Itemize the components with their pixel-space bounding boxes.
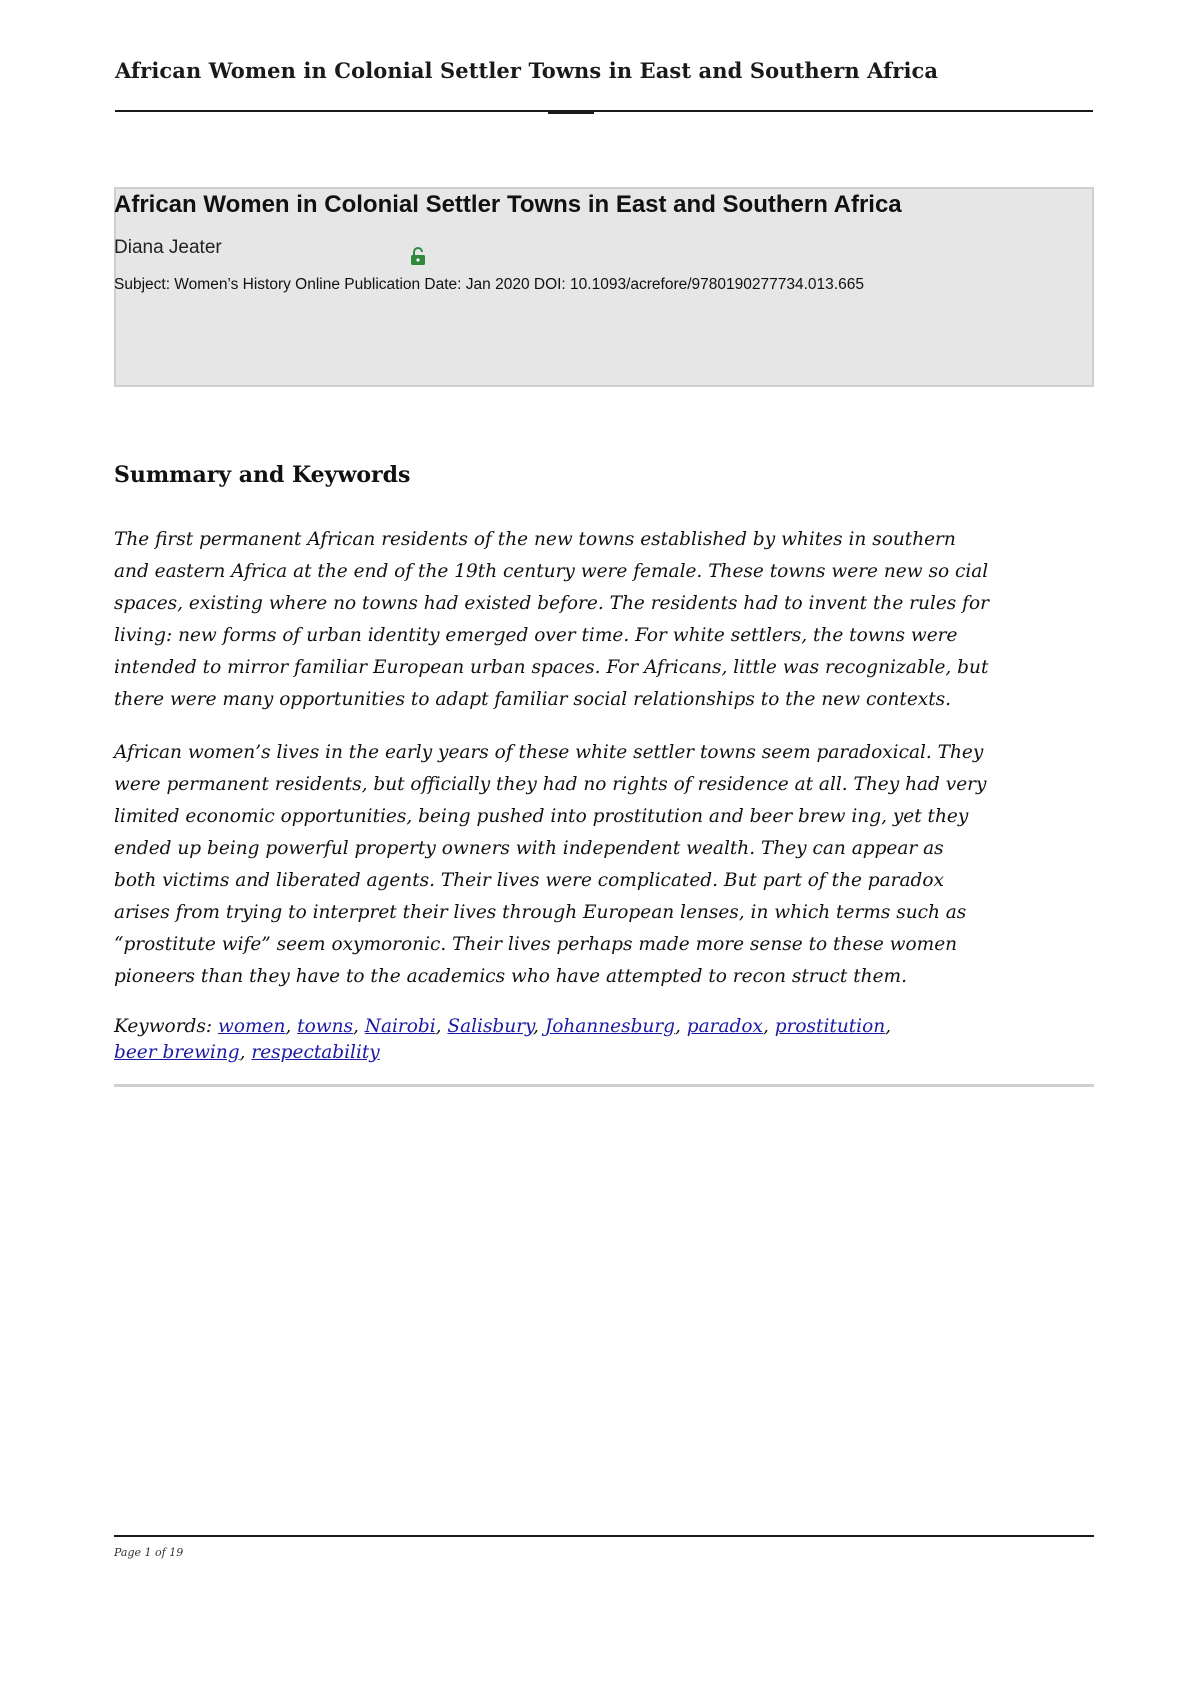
abstract-line: were permanent residents, but officially they had no rights of residence at all. They had very (114, 774, 987, 795)
article-author[interactable]: Diana Jeater (114, 237, 222, 258)
abstract-line: ended up being powerful property owners with independent wealth. They can appear as (114, 838, 944, 859)
keywords-divider (114, 1084, 1094, 1087)
running-header-title: African Women in Colonial Settler Towns in East and Southern Africa (115, 58, 939, 83)
article-title: African Women in Colonial Settler Towns in East and Southern Africa (114, 191, 902, 218)
keyword-link-beer-brewing[interactable]: beer brewing (114, 1042, 240, 1063)
keyword-link-towns[interactable]: towns (297, 1016, 353, 1037)
page-number: Page 1 of 19 (114, 1546, 184, 1559)
keyword-link-women[interactable]: women (218, 1016, 286, 1037)
header-rule-accent (548, 110, 594, 114)
keywords-label: Keywords: (114, 1016, 213, 1037)
abstract-line: “prostitute wife” seem oxymoronic. Their lives perhaps made more sense to these women (114, 934, 958, 955)
abstract-line: both victims and liberated agents. Their lives were complicated. But part of the paradox (114, 870, 944, 891)
header-rule (115, 110, 1093, 112)
abstract-line: The first permanent African residents of the new towns established by whites in southern (114, 529, 956, 550)
keyword-link-salisbury[interactable]: Salisbury (447, 1016, 534, 1037)
abstract-line: spaces, existing where no towns had existed before. The residents had to invent the rules for (114, 593, 989, 614)
abstract-line: living: new forms of urban identity emerged over time. For white settlers, the towns were (114, 625, 958, 646)
abstract-paragraph-2 (114, 737, 1099, 993)
abstract-line: limited economic opportunities, being pushed into prostitution and beer brew ing, yet they (114, 806, 969, 827)
summary-heading: Summary and Keywords (114, 462, 411, 488)
keyword-link-prostitution[interactable]: prostitution (774, 1016, 886, 1037)
keyword-link-paradox[interactable]: paradox (686, 1016, 763, 1037)
abstract-line: pioneers than they have to the academics who have attempted to recon struct them. (114, 966, 907, 987)
keyword-link-respectability[interactable]: respectability (251, 1042, 380, 1063)
abstract-paragraph-1 (114, 524, 1099, 716)
abstract-line: intended to mirror familiar European urban spaces. For Africans, little was recognizable, but (114, 657, 989, 678)
open-access-lock-icon (410, 246, 426, 266)
article-meta-line: Subject: Women’s History Online Publication Date: Jan 2020 DOI: 10.1093/acrefore/9780190277734.013.665 (114, 276, 864, 293)
abstract-line: African women’s lives in the early years of these white settler towns seem paradoxical. They (114, 742, 984, 763)
keywords-block: Keywords: women, towns, Nairobi, Salisbury, Johannesburg, paradox, prostitution, beer brewing, respectability (114, 1016, 892, 1063)
keyword-link-nairobi[interactable]: Nairobi (364, 1016, 436, 1037)
footer-rule (114, 1535, 1094, 1537)
abstract-line: arises from trying to interpret their lives through European lenses, in which terms such as (114, 902, 967, 923)
keyword-link-johannesburg[interactable]: Johannesburg (544, 1016, 676, 1037)
abstract-line: there were many opportunities to adapt familiar social relationships to the new contexts. (114, 689, 952, 710)
abstract-line: and eastern Africa at the end of the 19th century were female. These towns were new so cial (114, 561, 989, 582)
